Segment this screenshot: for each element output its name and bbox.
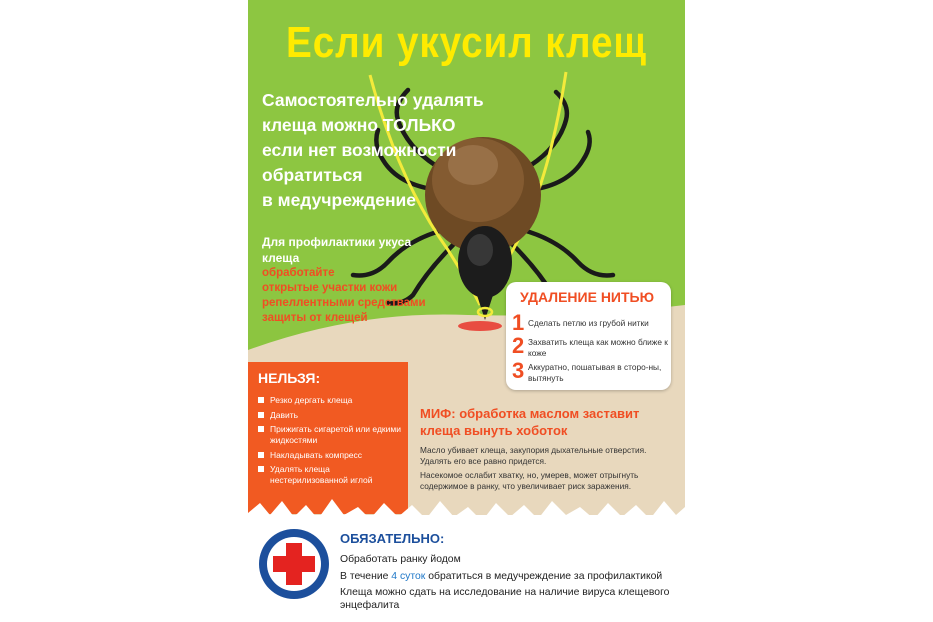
mandatory-highlight: 4 суток	[391, 571, 426, 582]
forbidden-item: Давить	[258, 410, 406, 421]
step-number: 2	[512, 333, 525, 358]
mandatory-line: Обработать ранку йодом	[340, 554, 461, 565]
forbidden-panel	[248, 362, 408, 514]
step-number: 3	[512, 358, 525, 383]
tick-poster	[248, 0, 685, 622]
intro-line: в медучреждение	[262, 190, 417, 210]
prevention-body-line: защиты от клещей	[262, 312, 368, 324]
prevention-body-line: открытые участки кожи	[262, 282, 398, 294]
forbidden-item: Накладывать компресс	[258, 450, 406, 461]
prevention-heading-line: клеща	[262, 251, 300, 265]
removal-step	[512, 310, 672, 338]
thread-removal-card	[506, 282, 671, 390]
thread-removal-title: УДАЛЕНИЕ НИТЬЮ	[520, 289, 655, 305]
removal-step	[512, 333, 672, 361]
forbidden-item: Удалять клеща нестерилизованной иглой	[258, 464, 406, 486]
poster-title: Если укусил клещ	[286, 18, 647, 67]
prevention-heading-line: Для профилактики укуса	[262, 235, 412, 249]
mandatory-text: обратиться в медучреждение за профилактикой	[425, 571, 663, 582]
forbidden-title: НЕЛЬЗЯ:	[258, 370, 321, 386]
myth-title: МИФ: обработка маслом заставит клеща вынуть хоботок	[420, 406, 640, 438]
intro-line: Самостоятельно удалять	[262, 90, 484, 110]
myth-paragraph: Масло убивает клеща, закупория дыхательные отверстия. Удалять его все равно придется.	[420, 445, 647, 466]
mandatory-text: В течение	[340, 571, 392, 582]
prevention-body-line: обработайте	[262, 267, 335, 279]
mandatory-line: Клеща можно сдать на исследование на наличие вируса клещевого энцефалита	[340, 587, 670, 611]
prevention-heading	[262, 234, 462, 266]
myth-paragraph: Насекомое ослабит хватку, но, умерев, может отрыгнуть содержимое в ранку, что увеличивает риск заражения.	[420, 470, 639, 491]
intro-text	[262, 88, 502, 213]
forbidden-item: Прижигать сигаретой или едкими жидкостями	[258, 424, 406, 446]
mandatory-title: ОБЯЗАТЕЛЬНО:	[340, 531, 445, 546]
step-text: Захватить клеща как можно ближе к коже	[528, 337, 668, 358]
forbidden-list	[258, 395, 406, 490]
step-text: Аккуратно, пошатывая в сторо-ны, вытянуть	[528, 362, 662, 383]
forbidden-item: Резко дергать клеща	[258, 395, 406, 406]
intro-line: если нет возможности	[262, 140, 457, 160]
prevention-body-line: репеллентными средствами	[262, 297, 426, 309]
removal-step	[512, 358, 672, 386]
myth-body	[420, 445, 665, 492]
intro-line: обратиться	[262, 165, 363, 185]
step-text: Сделать петлю из грубой нитки	[528, 318, 649, 328]
mandatory-line	[340, 570, 680, 583]
step-number: 1	[512, 310, 525, 335]
prevention-body	[262, 266, 462, 326]
intro-line: клеща можно ТОЛЬКО	[262, 115, 456, 135]
medical-cross-icon	[258, 528, 330, 600]
